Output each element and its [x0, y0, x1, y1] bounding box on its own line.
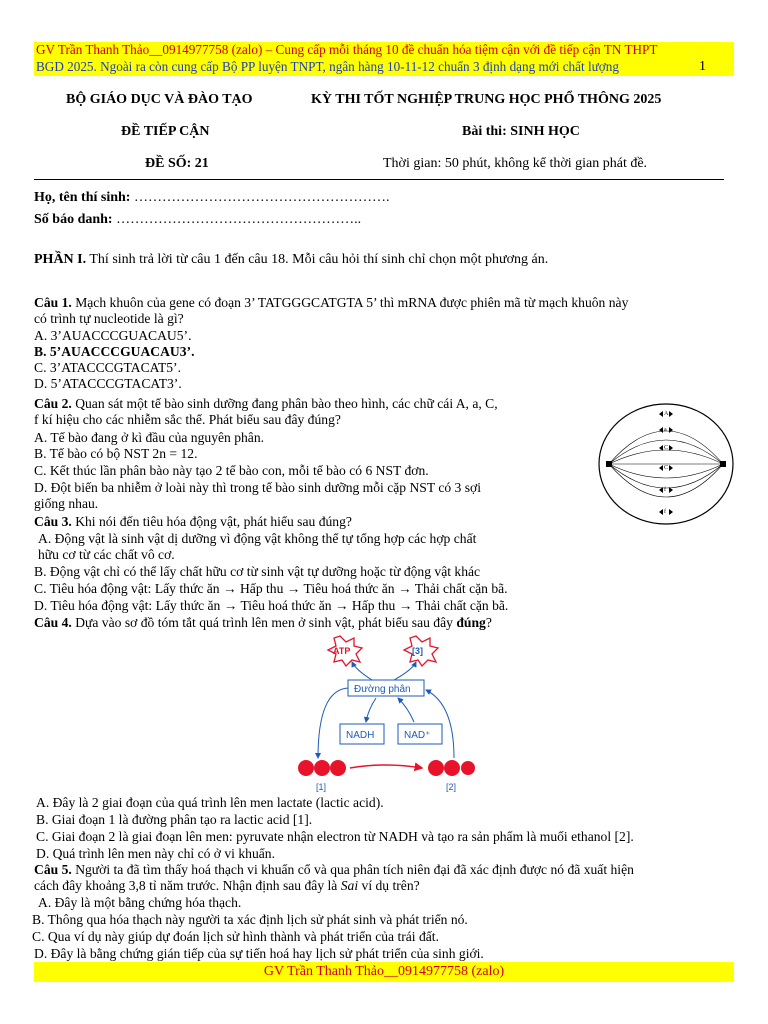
q5-stem-text: Người ta đã tìm thấy hoá thạch vi khuẩn cổ và qua phân tích niên đại đã xác định được nó đã xuất hiện [75, 862, 634, 877]
q2-stem-line-1 [34, 396, 498, 412]
q4-option-d: D. Quá trình lên men này chỉ có ở vi khuẩn. [36, 846, 275, 861]
q5-option-d: D. Đây là bằng chứng gián tiếp của sự tiến hoá hay lịch sử phát triển của sinh giới. [34, 946, 484, 961]
ministry-title: BỘ GIÁO DỤC VÀ ĐÀO TẠO [66, 92, 253, 107]
q2-option-c: C. Kết thúc lần phân bào này tạo 2 tế bào con, mỗi tế bào có 6 NST đơn. [34, 463, 429, 478]
q2-option-a: A. Tế bào đang ở kì đầu của nguyên phân. [34, 430, 265, 445]
nadh-label: NADH [346, 730, 375, 741]
q1-option-c: C. 3’ATACCCGTACAT5’. [34, 360, 181, 375]
q5-option-c: C. Qua ví dụ này giúp dự đoán lịch sử hình thành và phát triển của trái đất. [32, 929, 439, 944]
q2-label: Câu 2. [34, 396, 72, 411]
exam-time: Thời gian: 50 phút, không kể thời gian phát đề. [383, 156, 648, 171]
q5-stem-line-2-end: ví dụ trên? [361, 878, 420, 893]
exam-title: KỲ THI TỐT NGHIỆP TRUNG HỌC PHỔ THÔNG 2025 [311, 92, 662, 107]
student-name-row [34, 190, 389, 206]
q2-option-d-line-1: D. Đột biến ba nhiễm ở loài này thì trong tế bào sinh dưỡng mỗi cặp NST có 3 sợi [34, 480, 482, 495]
q2-stem-line-2: f kí hiệu cho các nhiễm sắc thể. Phát biểu sau đây đúng? [34, 412, 341, 427]
top-banner [34, 42, 734, 76]
q4-option-b: B. Giai đoạn 1 là đường phân tạo ra lactic acid [1]. [36, 812, 313, 827]
q3-label: Câu 3. [34, 514, 72, 529]
header-divider [34, 179, 724, 180]
q1-label: Câu 1. [34, 295, 72, 310]
paper-type: ĐỀ TIẾP CẬN [121, 124, 210, 139]
q1-stem-text: Mạch khuôn của gene có đoạn 3’ TATGGGCATGTA 5’ thì mRNA được phiên mã từ mạch khuôn này [75, 295, 629, 310]
q5-option-a: A. Đây là một bằng chứng hóa thạch. [38, 895, 242, 910]
q5-stem-line-2-text: cách đây khoảng 3,8 tỉ năm trước. Nhận định sau đây là [34, 878, 338, 893]
fermentation-diagram [296, 634, 476, 794]
student-id-dots: …………………………………………….. [116, 212, 362, 227]
q1-option-b: B. 5’AUACCCGUACAU3’. [34, 344, 195, 359]
chromosome-label-a-upper: A [664, 411, 669, 417]
nad-label: NAD⁺ [404, 730, 431, 741]
label-2: [2] [446, 782, 457, 792]
q3-option-c: C. Tiêu hóa động vật: Lấy thức ăn → Hấp thu → Tiêu hoá thức ăn → Thải chất cặn bã. [34, 581, 508, 596]
spindle-cell-figure [597, 402, 735, 526]
q1-option-a: A. 3’AUACCCGUACAU5’. [34, 328, 192, 343]
q4-stem-emphasis: đúng [456, 615, 486, 630]
chromosome-label-f-2: f [664, 509, 666, 515]
q4-stem-end: ? [485, 615, 492, 630]
q1-stem-line-2: có trình tự nucleotide là gì? [34, 311, 184, 326]
student-name-label: Họ, tên thí sinh: [34, 190, 131, 205]
q4-option-a: A. Đây là 2 giai đoạn của quá trình lên men lactate (lactic acid). [36, 795, 384, 810]
chromosome-label-c-1: C [664, 445, 669, 451]
exam-code: ĐỀ SỐ: 21 [145, 156, 209, 171]
glucose-molecules [298, 760, 346, 776]
q2-option-d-line-2: giống nhau. [34, 496, 99, 511]
q5-stem-emphasis: Sai [340, 878, 359, 893]
label-1: [1] [316, 782, 327, 792]
banner-line-2: BGD 2025. Ngoài ra còn cung cấp Bộ PP luyện TNPT, ngân hàng 10-11-12 chuẩn 3 định dạng mới chất lượng [36, 59, 619, 74]
footer-banner: GV Trần Thanh Thảo__0914977758 (zalo) [34, 962, 734, 982]
page-number: 1 [699, 59, 706, 74]
atp-label: ATP [333, 646, 351, 656]
q4-label: Câu 4. [34, 615, 72, 630]
glycolysis-label: Đường phân [354, 684, 411, 695]
banner-line-1: GV Trần Thanh Thảo__0914977758 (zalo) – Cung cấp mỗi tháng 10 đề chuẩn hóa tiệm cận với đề tiếp cận TN THPT [36, 42, 658, 57]
product-molecules [428, 760, 475, 776]
q3-option-a-line-1: A. Động vật là sinh vật dị dưỡng vì động vật không thể tự tổng hợp các hợp chất [38, 531, 477, 546]
q5-stem-line-2 [34, 878, 420, 894]
q3-option-a-line-2: hữu cơ từ các chất vô cơ. [38, 547, 175, 562]
q5-label: Câu 5. [34, 862, 72, 877]
q1-stem-line-1 [34, 295, 628, 311]
q5-option-b: B. Thông qua hóa thạch này người ta xác định lịch sử phát sinh và phát triển nó. [32, 912, 468, 927]
subject-title: Bài thi: SINH HỌC [462, 124, 580, 139]
q4-stem-text: Dựa vào sơ đồ tóm tắt quá trình lên men ở sinh vật, phát biểu sau đây [75, 615, 453, 630]
chromosome-label-a-lower: a [664, 427, 667, 433]
part-1-label: PHẦN I. [34, 252, 87, 267]
q3-stem [34, 514, 352, 530]
q5-stem-line-1 [34, 862, 634, 878]
chromosome-label-f-1: f [664, 487, 666, 493]
q2-option-b: B. Tế bào có bộ NST 2n = 12. [34, 446, 198, 461]
student-name-dots: ………………………………………………. [133, 190, 390, 205]
q1-option-d: D. 5’ATACCCGTACAT3’. [34, 376, 182, 391]
q3-stem-text: Khi nói đến tiêu hóa động vật, phát hiểu sau đúng? [75, 514, 352, 529]
part-1-text: Thí sinh trả lời từ câu 1 đến câu 18. Mỗi câu hỏi thí sinh chỉ chọn một phương án. [89, 252, 549, 267]
chromosome-label-c-2: C [664, 465, 669, 471]
q3-option-d: D. Tiêu hóa động vật: Lấy thức ăn → Tiêu hoá thức ăn → Hấp thu → Thải chất cặn bã. [34, 598, 509, 613]
label-3: [3] [412, 646, 423, 656]
student-id-label: Số báo danh: [34, 212, 113, 227]
q3-option-b: B. Động vật chỉ có thể lấy chất hữu cơ từ sinh vật tự dưỡng hoặc từ động vật khác [34, 564, 481, 579]
q2-stem-text: Quan sát một tế bào sinh dưỡng đang phân bào theo hình, các chữ cái A, a, C, [75, 396, 498, 411]
part-1-instruction [34, 252, 548, 268]
q4-stem [34, 615, 492, 631]
q4-option-c: C. Giai đoạn 2 là giai đoạn lên men: pyruvate nhận electron từ NADH và tạo ra sản phẩm là muối ethanol [2]. [36, 829, 634, 844]
student-id-row [34, 212, 361, 228]
